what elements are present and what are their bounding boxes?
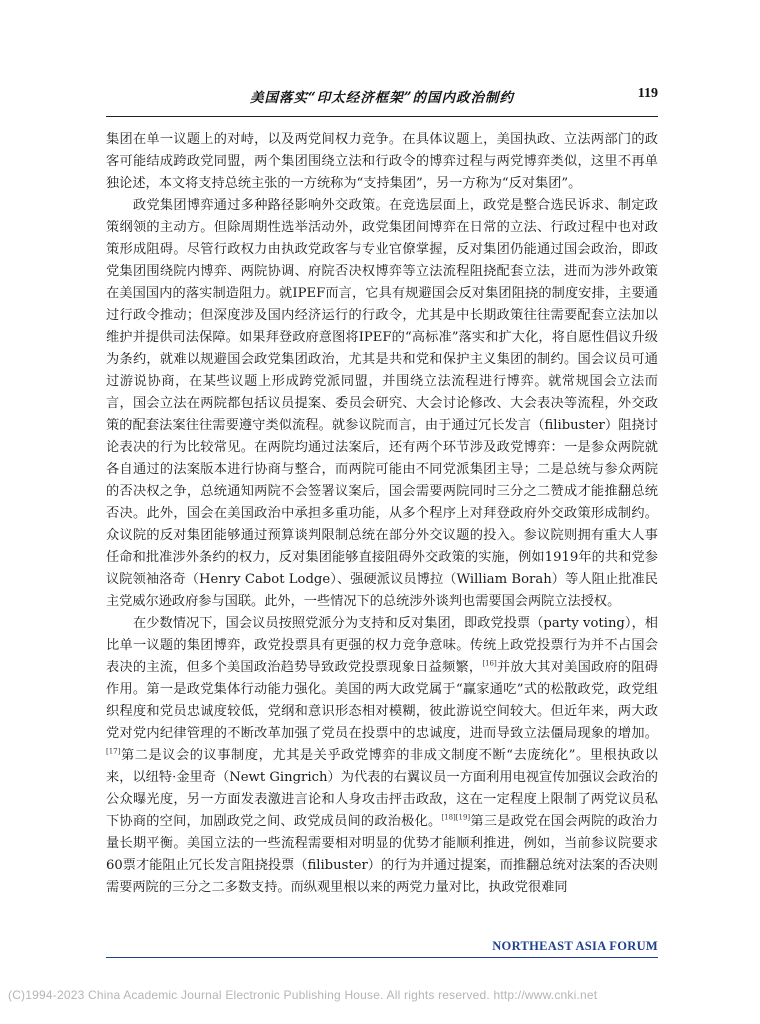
citation-ref[interactable]: [16] [482, 659, 497, 668]
paragraph-1 [106, 129, 658, 195]
paragraph-text: 并放大其对美国政府的阻碍作用。第一是政党集体行动能力强化。美国的两大政党属于“赢家通吃”式的松散政党，政党组织程度和党员忠诚度较低，党纲和意识形态相对模糊，彼此游说空间较大。但近年来，两大政党对党内纪律管理的不断改革加强了党员在投票中的忠诚度，进而导致立法僵局现象的增加。 [106, 660, 659, 741]
page-number: 119 [637, 86, 658, 101]
header-divider [106, 116, 658, 117]
article-body [106, 129, 658, 899]
copyright-watermark: (C)1994-2023 China Academic Journal Electronic Publishing House. All rights reserved. http://www.cnki.net [8, 988, 598, 1002]
paragraph-text: 第二是议会的议事制度，尤其是关乎政党博弈的非成文制度不断“去庞统化”。里根执政以来，以纽特·金里奇（Newt Gingrich）为代表的右翼议员一方面利用电视宣传加强议会政治的公众曝光度，另一方面发表激进言论和人身攻击抨击政敌，这在一定程度上限制了两党议员私下协商的空间，加剧政党之间、政党成员间的政治极化。 [106, 748, 658, 829]
paragraph-text: 在少数情况下，国会议员按照党派分为支持和反对集团，即政党投票（party voting），相比单一议题的集团博弈，政党投票具有更强的权力竞争意味。传统上政党投票行为并不占国会表决的主流，但多个美国政治趋势导致政党投票现象日益频繁， [106, 616, 658, 675]
paragraph-3 [106, 613, 658, 899]
journal-name: NORTHEAST ASIA FORUM [492, 939, 658, 953]
running-title: 美国落实“印太经济框架”的国内政治制约 [249, 90, 515, 106]
paragraph-text: 政党集团博弈通过多种路径影响外交政策。在竞选层面上，政党是整合选民诉求、制定政策纲领的主动方。但除周期性选举活动外，政党集团间博弈在日常的立法、行政过程中也对政策形成阻碍。尽管行政权力由执政党政客与专业官僚掌握，反对集团仍能通过国会政治，即政党集团围绕院内博弈、两院协调、府院否决权博弈等立法流程阻挠配套立法，进而为涉外政策在美国国内的落实制造阻力。就IPEF而言，它具有规避国会反对集团阻挠的制度安排，主要通过行政令推动；但深度涉及国内经济运行的行政令，尤其是中长期政策往往需要配套立法加以维护并提供司法保障。如果拜登政府意图将IPEF的“高标准”落实和扩大化，将自愿性倡议升级为条约，就难以规避国会政党集团政治，尤其是共和党和保护主义集团的制约。国会议员可通过游说协商，在某些议题上形成跨党派同盟，并围绕立法流程进行博弈。就常规国会立法而言，国会立法在两院都包括议员提案、委员会研究、大会讨论修改、大会表决等流程，外交政策的配套法案往往需要遵守类似流程。就参议院而言，由于通过冗长发言（filibuster）阻挠讨论表决的行为比较常见。在两院均通过法案后，还有两个环节涉及政党博弈：一是参众两院就各自通过的法案版本进行协商与整合，而两院可能由不同党派集团主导；二是总统与参众两院的否决权之争，总统通知两院不会签署议案后，国会需要两院同时三分之二赞成才能推翻总统否决。此外，国会在美国政治中承担多重功能，从多个程序上对拜登政府外交政策形成制约。众议院的反对集团能够通过预算谈判限制总统在部分外交议题的投入。参议院则拥有重大人事任命和批准涉外条约的权力，反对集团能够直接阻碍外交政策的实施，例如1919年的共和党参议院领袖洛奇（Henry Cabot Lodge）、强硬派议员博拉（William Borah）等人阻止批准民主党威尔逊政府参与国联。此外，一些情况下的总统涉外谈判也需要国会两院立法授权。 [106, 198, 658, 609]
paragraph-text: 集团在单一议题上的对峙，以及两党间权力竞争。在具体议题上，美国执政、立法两部门的政客可能结成跨政党同盟，两个集团围绕立法和行政令的博弈过程与两党博弈类似，这里不再单独论述，本文将支持总统主张的一方统称为“支持集团”，另一方称为“反对集团”。 [106, 132, 658, 191]
paragraph-2 [106, 195, 658, 613]
citation-ref[interactable]: [17] [106, 747, 121, 756]
page-header [106, 86, 658, 108]
citation-ref[interactable]: [18][19] [441, 813, 471, 822]
paragraph-text: 第三是政党在国会两院的政治力量长期平衡。美国立法的一些流程需要相对明显的优势才能顺利推进，例如，当前参议院要求60票才能阻止冗长发言阻挠投票（filibuster）的行为并通过提案，而推翻总统对法案的否决则需要两院的三分之二多数支持。而纵观里根以来的两党力量对比，执政党很难同 [106, 814, 659, 895]
footer-divider [106, 957, 658, 958]
